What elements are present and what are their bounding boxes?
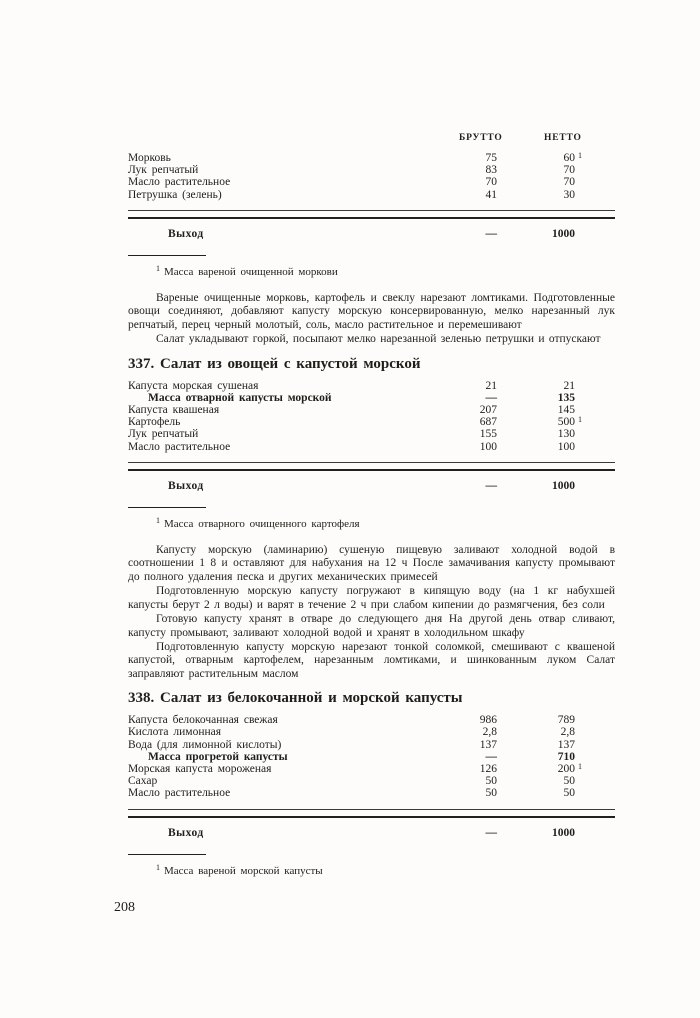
table-subtotal-row: Масса отварной капусты морской — 135 — [148, 391, 575, 404]
table-subtotal-row: Масса прогретой капусты — 710 — [148, 750, 575, 763]
footnote-marker: 1 — [156, 264, 160, 274]
netto-column-header: НЕТТО — [544, 133, 582, 143]
recipe-337-title: 337. Салат из овощей с капустой морской — [128, 355, 421, 372]
brutto-column-header: БРУТТО — [459, 133, 503, 143]
footnote-rule — [128, 255, 206, 256]
table-row: Вода (для лимонной кислоты) 137 137 — [128, 738, 575, 751]
footnote-marker: 1 — [578, 761, 582, 771]
body-paragraph: Подготовленную капусту морскую нарезают тонкой соломкой, смешивают с квашеной капустой, отварным картофелем, нарезанным ломтиками, и шинкованным луком Салат заправляют растительным маслом — [128, 640, 615, 680]
table-total-rule — [128, 462, 615, 471]
table-row: Сахар 50 50 — [128, 775, 575, 788]
yield-row: Выход — 1000 — [168, 227, 575, 240]
footnote-rule — [128, 507, 206, 508]
table-row: Лук репчатый 83 70 — [128, 164, 575, 177]
recipe-338-table — [128, 714, 615, 799]
footnote-rule — [128, 854, 206, 855]
table-row: Петрушка (зелень) 41 30 — [128, 188, 575, 201]
footnote: $^1$ Масса вареной очищенной моркови — [156, 264, 338, 279]
table-row: Масло растительное 50 50 — [128, 787, 575, 800]
scanned-page-content — [128, 133, 615, 878]
recipe-338-title: 338. Салат из белокочанной и морской капусты — [128, 690, 463, 707]
body-paragraph: Вареные очищенные морковь, картофель и свеклу нарезают ломтиками. Подготовленные овощи соединяют, добавляют капусту морскую консервированную, мелко нарезанный лук репчатый, перец черный молотый, соль, масло растительное и перемешивают — [128, 292, 615, 331]
footnote-marker: 1 — [578, 151, 582, 160]
table-row: Морская капуста мороженая 126 200 1 — [128, 763, 615, 775]
table-total-rule — [128, 210, 615, 219]
table-row: Морковь 75 60 1 — [128, 152, 615, 164]
table-row: Капуста квашеная 207 145 — [128, 404, 575, 417]
body-paragraph: Подготовленную морскую капусту погружают в кипящую воду (на 1 кг набухшей капусты берут 2 л воды) и варят в течение 2 ч при слабом кипении до размягчения, без соли — [128, 585, 615, 611]
footnote: $^1$ Масса отварного очищенного картофеля — [156, 516, 360, 531]
footnote-marker: 1 — [578, 415, 582, 425]
table-column-headers — [128, 133, 615, 146]
table-row: Капуста морская сушеная 21 21 — [128, 379, 575, 392]
yield-row: Выход — 1000 — [168, 479, 575, 492]
ingredients-table-carryover — [128, 152, 615, 201]
table-row: Лук репчатый 155 130 — [128, 428, 575, 441]
recipe-337-table — [128, 380, 615, 453]
body-paragraph: Капусту морскую (ламинарию) сушеную пищевую заливают холодной водой в соотношении 1 8 и оставляют для набухания на 12 ч После замачивания капусту промывают до полного удаления песка и других механических примесей — [128, 544, 615, 583]
yield-row: Выход — 1000 — [168, 826, 575, 839]
table-row: Кислота лимонная 2,8 2,8 — [128, 726, 575, 739]
table-row: Картофель 687 500 1 — [128, 416, 615, 428]
body-paragraph: Готовую капусту хранят в отваре до следующего дня На другой день отвар сливают, капусту промывают, заливают холодной водой и хранят в холодильном шкафу — [128, 613, 615, 639]
table-total-rule — [128, 809, 615, 818]
page-number: 208 — [114, 900, 135, 915]
table-row: Капуста белокочанная свежая 986 789 — [128, 714, 575, 727]
table-row: Масло растительное 100 100 — [128, 440, 575, 453]
footnote-marker: 1 — [156, 862, 160, 872]
table-row: Масло растительное 70 70 — [128, 176, 575, 189]
footnote-marker: 1 — [156, 516, 160, 526]
body-paragraph: Салат укладывают горкой, посыпают мелко нарезанной зеленью петрушки и отпускают — [156, 333, 601, 346]
footnote: $^1$ Масса вареной морской капусты — [156, 862, 323, 877]
